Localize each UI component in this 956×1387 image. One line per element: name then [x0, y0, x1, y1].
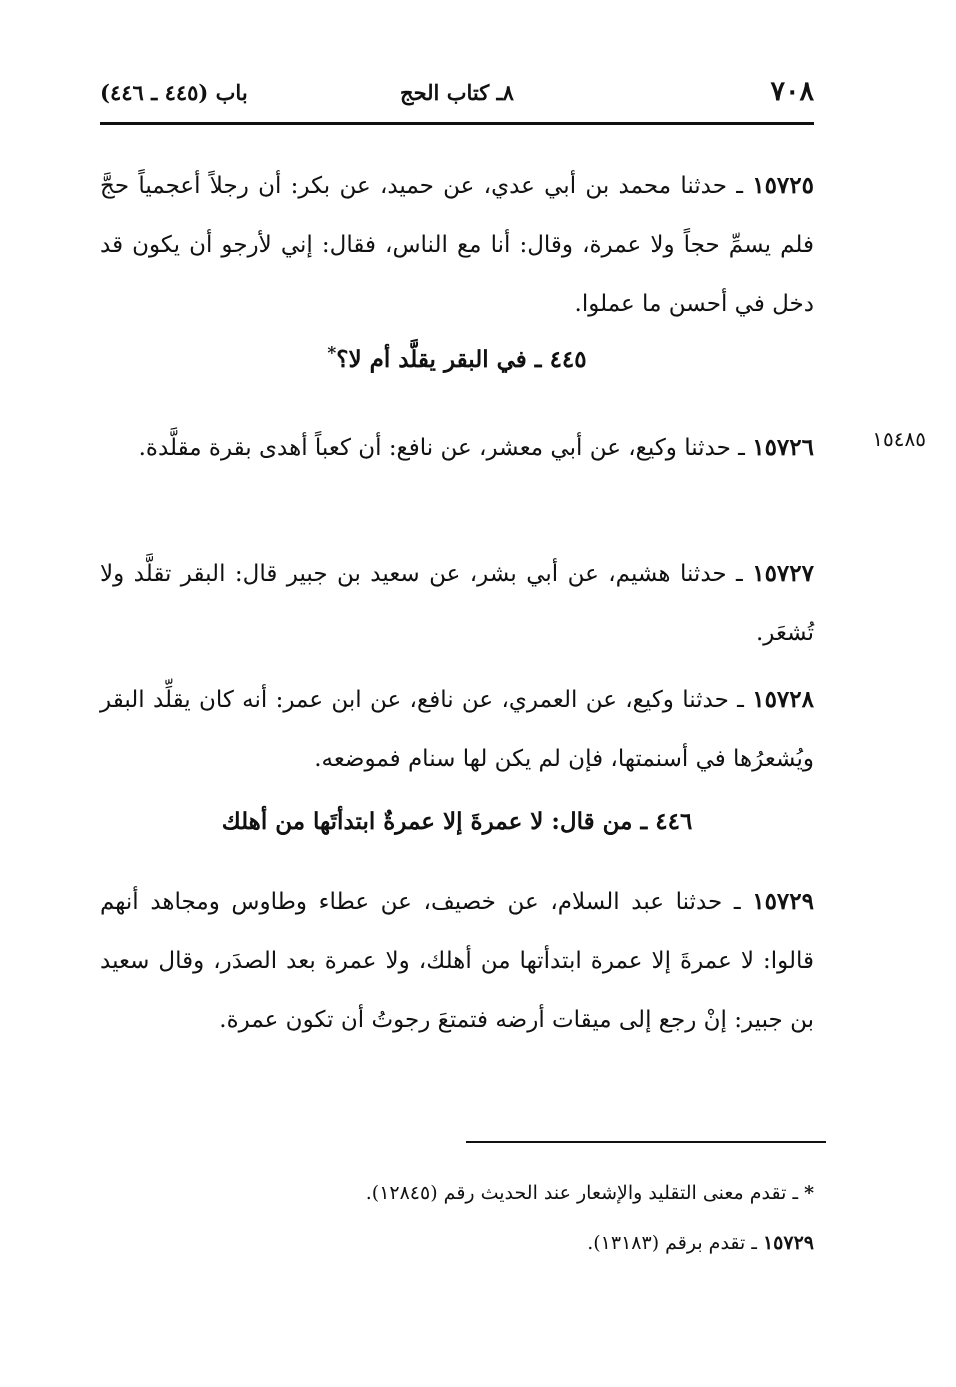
hadith-text: ـ حدثنا عبد السلام، عن خصيف، عن عطاء وطاوس ومجاهد أنهم قالوا: لا عمرةَ إلا عمرة ابتدأتها من أهلك، ولا عمرة بعد الصدَر، وقال سعيد بن جبير: إنْ رجع إلى ميقات أرضه فتمتعَ رجوتُ أن تكون عمرة. [100, 889, 814, 1033]
footnote-text: ـ تقدم برقم (١٣١٨٣). [587, 1232, 763, 1254]
footnote [100, 1178, 814, 1208]
page-header [100, 74, 814, 122]
hadith-number: ١٥٧٢٧ [752, 560, 814, 587]
footnote [100, 1228, 814, 1258]
hadith-text: ـ حدثنا وكيع، عن أبي معشر، عن نافع: أن كعباً أهدى بقرة مقلَّدة. [138, 435, 753, 461]
hadith-text: ـ حدثنا هشيم، عن أبي بشر، عن سعيد بن جبير قال: البقر تقلَّد ولا تُشعَر. [100, 561, 814, 646]
header-rule [100, 122, 814, 125]
footnote-marker: * [327, 343, 337, 364]
footnote-mark: * [804, 1182, 814, 1204]
hadith-entry [100, 418, 814, 478]
chapter-heading [100, 808, 814, 835]
hadith-number: ١٥٧٢٥ [752, 172, 814, 199]
footnote-rule [466, 1141, 826, 1143]
chapter-heading-text: ٤٤٦ ـ من قال: لا عمرةَ إلا عمرةٌ ابتدأتَها من أهلك [221, 808, 693, 835]
footnote-mark: ١٥٧٢٩ [762, 1232, 814, 1254]
hadith-number: ١٥٧٢٨ [752, 686, 814, 713]
chapter-range: باب (٤٤٥ ـ ٤٤٦) [100, 80, 248, 105]
margin-reference-number: ١٥٤٨٥ [872, 427, 926, 451]
chapter-heading [100, 343, 814, 373]
hadith-number: ١٥٧٢٩ [752, 888, 814, 915]
page-number: ٧٠٨ [770, 76, 814, 107]
hadith-entry [100, 670, 814, 789]
hadith-text: ـ حدثنا محمد بن أبي عدي، عن حميد، عن بكر: أن رجلاً أعجمياً حجَّ فلم يسمِّ حجاً ولا عمرة، وقال: أنا مع الناس، فقال: إني لأرجو أن يكون قد دخل في أحسن ما عملوا. [100, 173, 814, 317]
footnote-text: ـ تقدم معنى التقليد والإشعار عند الحديث رقم (١٢٨٤٥). [365, 1182, 805, 1204]
chapter-heading-text: ٤٤٥ ـ في البقر يقلَّد أم لا؟ [336, 346, 587, 373]
hadith-number: ١٥٧٢٦ [752, 434, 814, 461]
hadith-entry [100, 872, 814, 1050]
book-title: ٨ـ كتاب الحج [400, 80, 514, 105]
hadith-entry [100, 544, 814, 663]
hadith-text: ـ حدثنا وكيع، عن العمري، عن نافع، عن ابن عمر: أنه كان يقلِّد البقر ويُشعرُها في أسنمتها، فإن لم يكن لها سنام فموضعه. [100, 687, 814, 772]
hadith-entry [100, 156, 814, 334]
